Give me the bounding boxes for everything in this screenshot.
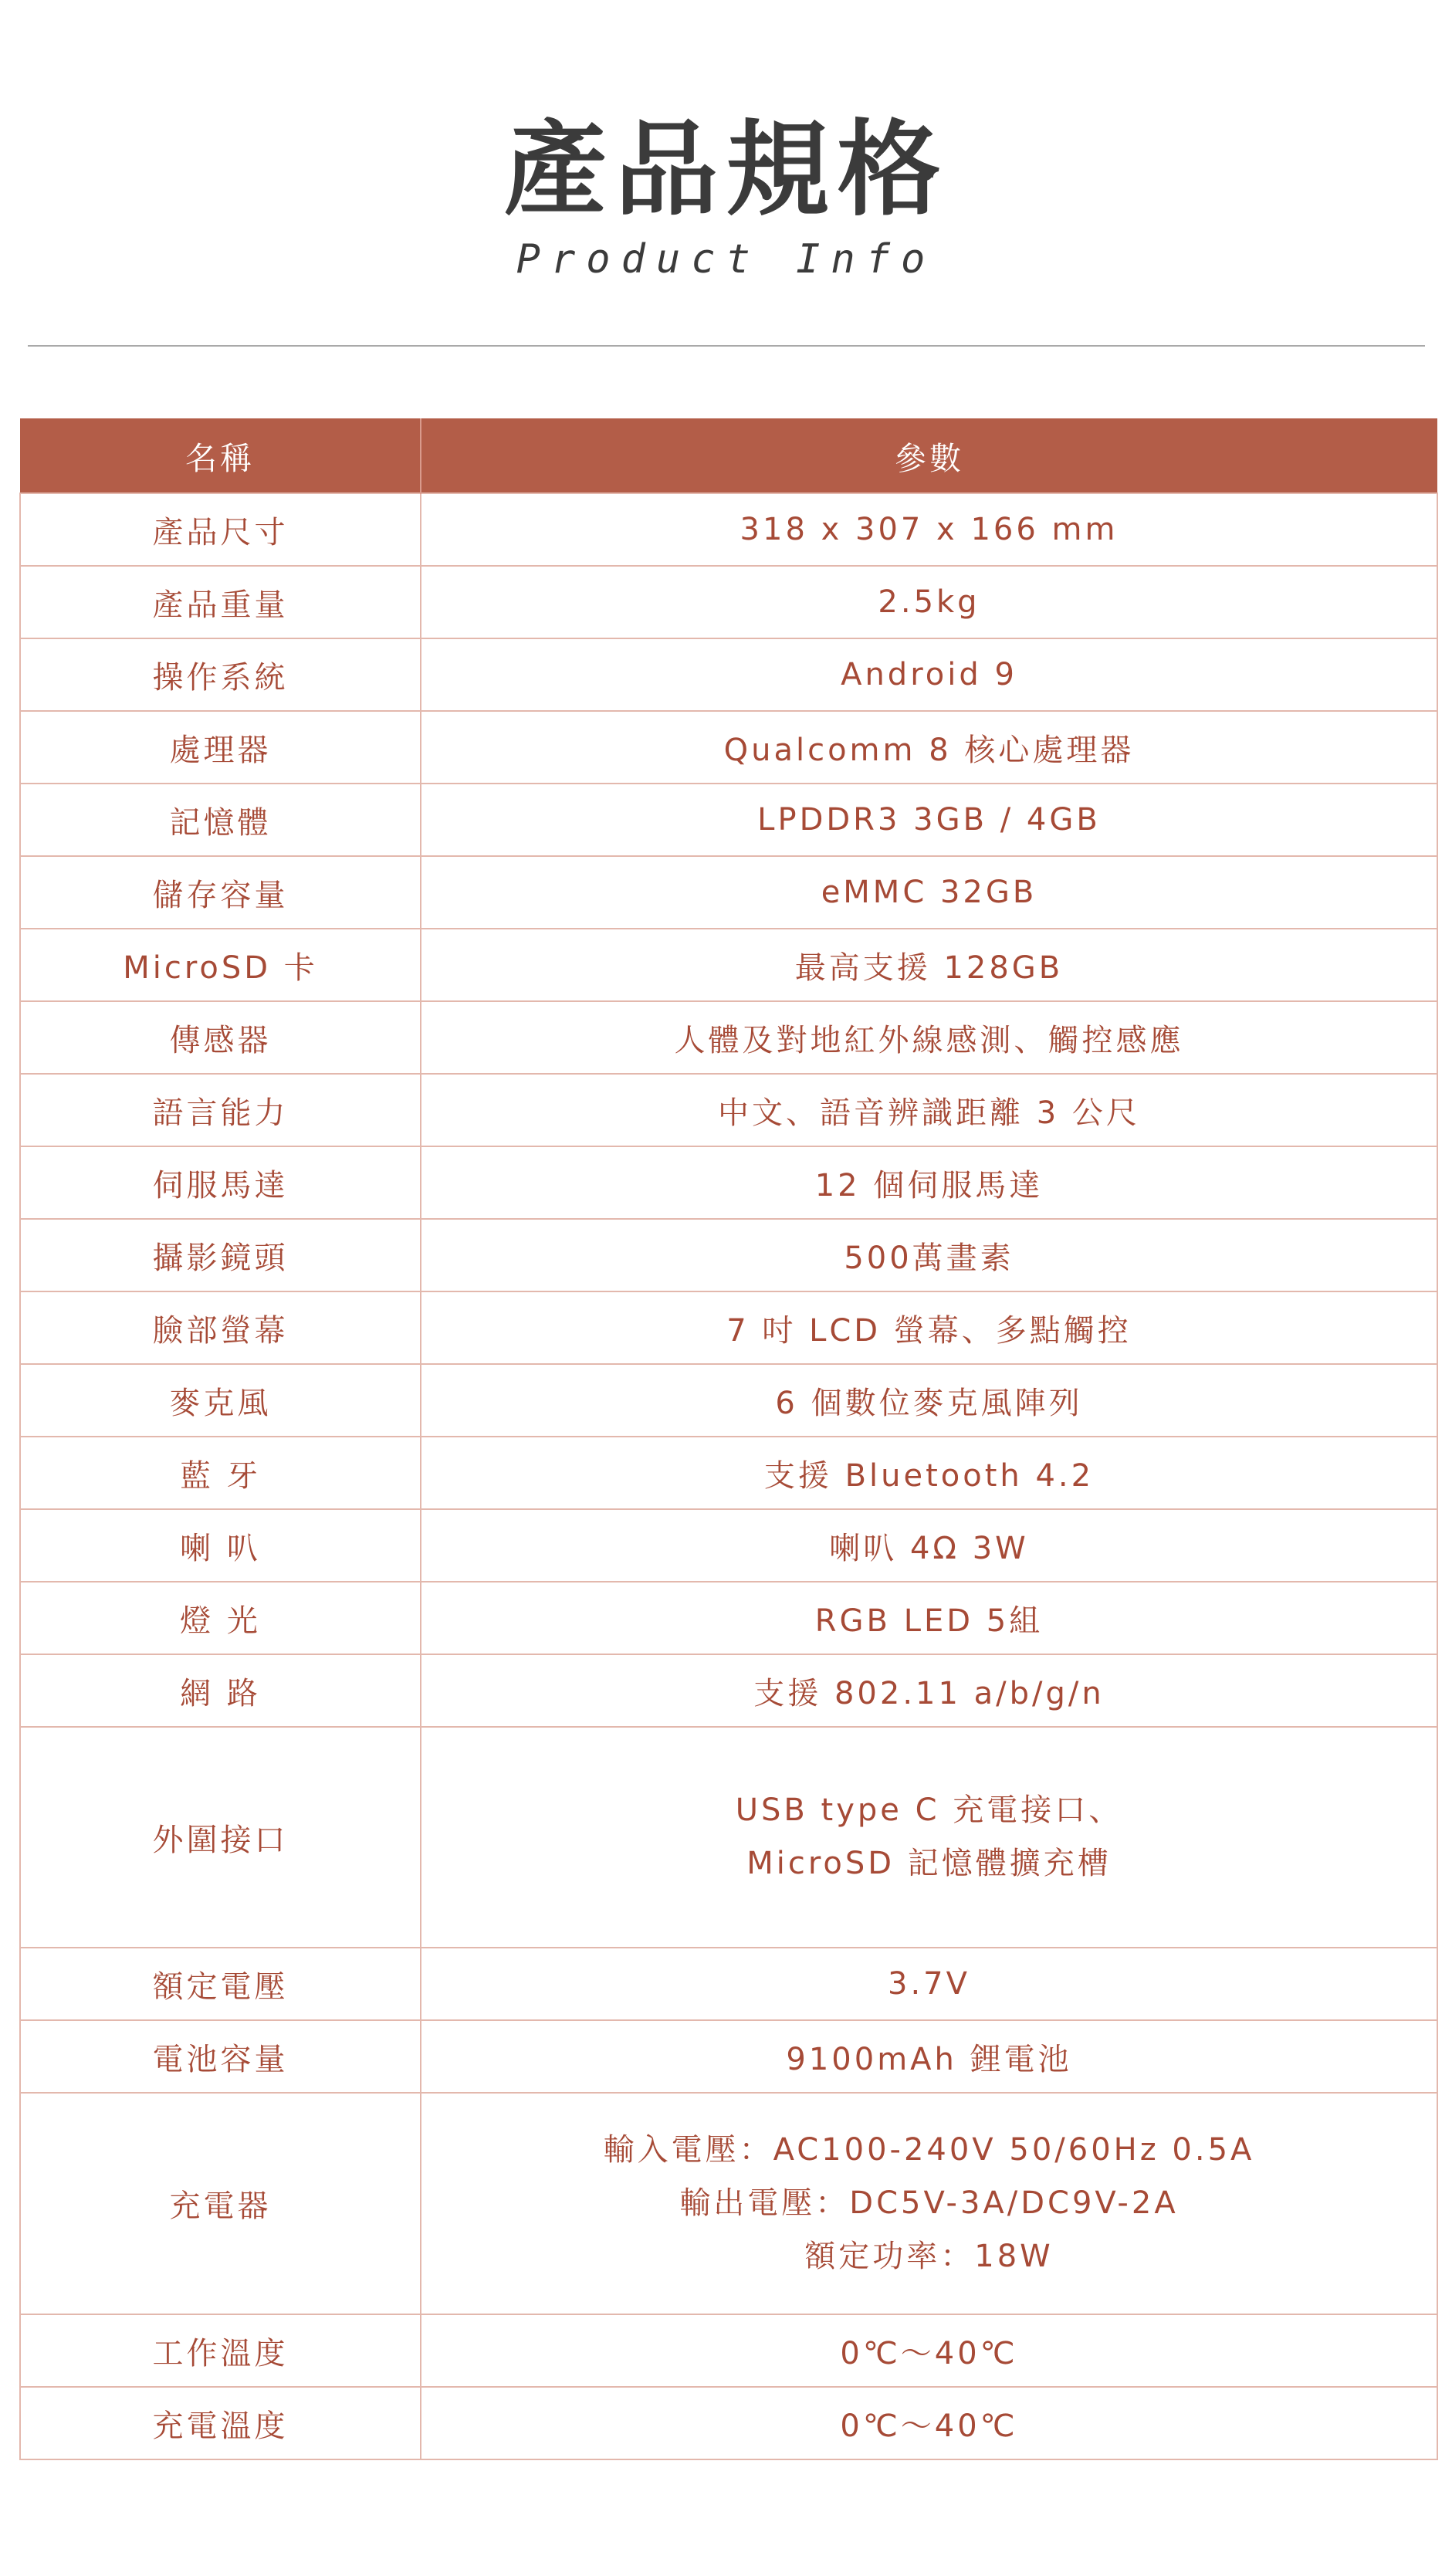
spec-name: 充電器 (20, 2093, 421, 2314)
spec-value: 中文、語音辨識距離 3 公尺 (421, 1074, 1437, 1146)
column-header-name: 名稱 (20, 418, 421, 493)
table-row (20, 493, 1437, 566)
spec-value: 500萬畫素 (421, 1219, 1437, 1291)
table-row (20, 1948, 1437, 2020)
page-title: 產品規格 (503, 110, 949, 230)
spec-name: 記憶體 (20, 784, 421, 856)
table-row (20, 638, 1437, 711)
table-row (20, 1727, 1437, 1948)
spec-value: Qualcomm 8 核心處理器 (421, 711, 1437, 784)
spec-value: 3.7V (421, 1948, 1437, 2020)
table-row (20, 1509, 1437, 1582)
spec-value-line: USB type C 充電接口、 (735, 1792, 1123, 1828)
table-row (20, 929, 1437, 1001)
spec-value: Android 9 (421, 638, 1437, 711)
table-row (20, 2387, 1437, 2459)
table-row (20, 1219, 1437, 1291)
table-row (20, 856, 1437, 929)
spec-value: 0℃～40℃ (421, 2387, 1437, 2459)
spec-value: 6 個數位麥克風陣列 (421, 1364, 1437, 1437)
spec-name: 傳感器 (20, 1001, 421, 1074)
table-row (20, 2093, 1437, 2314)
spec-value: 9100mAh 鋰電池 (421, 2020, 1437, 2093)
spec-value: 2.5kg (421, 566, 1437, 638)
spec-value (421, 1727, 1437, 1948)
spec-value: 支援 802.11 a/b/g/n (421, 1654, 1437, 1727)
spec-name: 網 路 (20, 1654, 421, 1727)
table-row (20, 711, 1437, 784)
table-row (20, 2314, 1437, 2387)
table-row (20, 1582, 1437, 1654)
table-row (20, 2020, 1437, 2093)
table-row (20, 1074, 1437, 1146)
spec-name: 燈 光 (20, 1582, 421, 1654)
spec-value: LPDDR3 3GB / 4GB (421, 784, 1437, 856)
spec-value: 12 個伺服馬達 (421, 1146, 1437, 1219)
spec-table-header-row (20, 418, 1437, 493)
spec-name: 工作溫度 (20, 2314, 421, 2387)
spec-value: 最高支援 128GB (421, 929, 1437, 1001)
table-row (20, 1001, 1437, 1074)
spec-value (421, 2093, 1437, 2314)
spec-name: 語言能力 (20, 1074, 421, 1146)
spec-name: 伺服馬達 (20, 1146, 421, 1219)
spec-value-line: 額定功率：18W (804, 2239, 1054, 2274)
spec-value: 318 x 307 x 166 mm (421, 493, 1437, 566)
spec-value-line: MicroSD 記憶體擴充槽 (746, 1846, 1112, 1881)
spec-name: 藍 牙 (20, 1437, 421, 1509)
column-header-value: 參數 (421, 418, 1437, 493)
spec-name: 臉部螢幕 (20, 1291, 421, 1364)
page-subtitle: Product Info (516, 236, 936, 283)
table-row (20, 1291, 1437, 1364)
spec-name: 操作系統 (20, 638, 421, 711)
spec-value-line: 輸入電壓：AC100-240V 50/60Hz 0.5A (603, 2132, 1255, 2168)
table-row (20, 1654, 1437, 1727)
spec-value: 7 吋 LCD 螢幕、多點觸控 (421, 1291, 1437, 1364)
table-row (20, 784, 1437, 856)
spec-name: 處理器 (20, 711, 421, 784)
table-row (20, 1364, 1437, 1437)
spec-name: 產品重量 (20, 566, 421, 638)
spec-name: 攝影鏡頭 (20, 1219, 421, 1291)
spec-table (19, 418, 1438, 2460)
spec-name: 產品尺寸 (20, 493, 421, 566)
spec-name: 額定電壓 (20, 1948, 421, 2020)
spec-value-line: 輸出電壓：DC5V-3A/DC9V-2A (679, 2185, 1179, 2221)
table-row (20, 566, 1437, 638)
table-row (20, 1146, 1437, 1219)
spec-name: MicroSD 卡 (20, 929, 421, 1001)
spec-name: 外圍接口 (20, 1727, 421, 1948)
spec-name: 喇 叭 (20, 1509, 421, 1582)
divider (28, 345, 1425, 347)
spec-value: 0℃～40℃ (421, 2314, 1437, 2387)
table-row (20, 1437, 1437, 1509)
spec-value: 支援 Bluetooth 4.2 (421, 1437, 1437, 1509)
spec-value: RGB LED 5組 (421, 1582, 1437, 1654)
spec-value: eMMC 32GB (421, 856, 1437, 929)
spec-value: 人體及對地紅外線感測、觸控感應 (421, 1001, 1437, 1074)
spec-name: 電池容量 (20, 2020, 421, 2093)
spec-name: 麥克風 (20, 1364, 421, 1437)
spec-name: 儲存容量 (20, 856, 421, 929)
spec-name: 充電溫度 (20, 2387, 421, 2459)
spec-value: 喇叭 4Ω 3W (421, 1509, 1437, 1582)
